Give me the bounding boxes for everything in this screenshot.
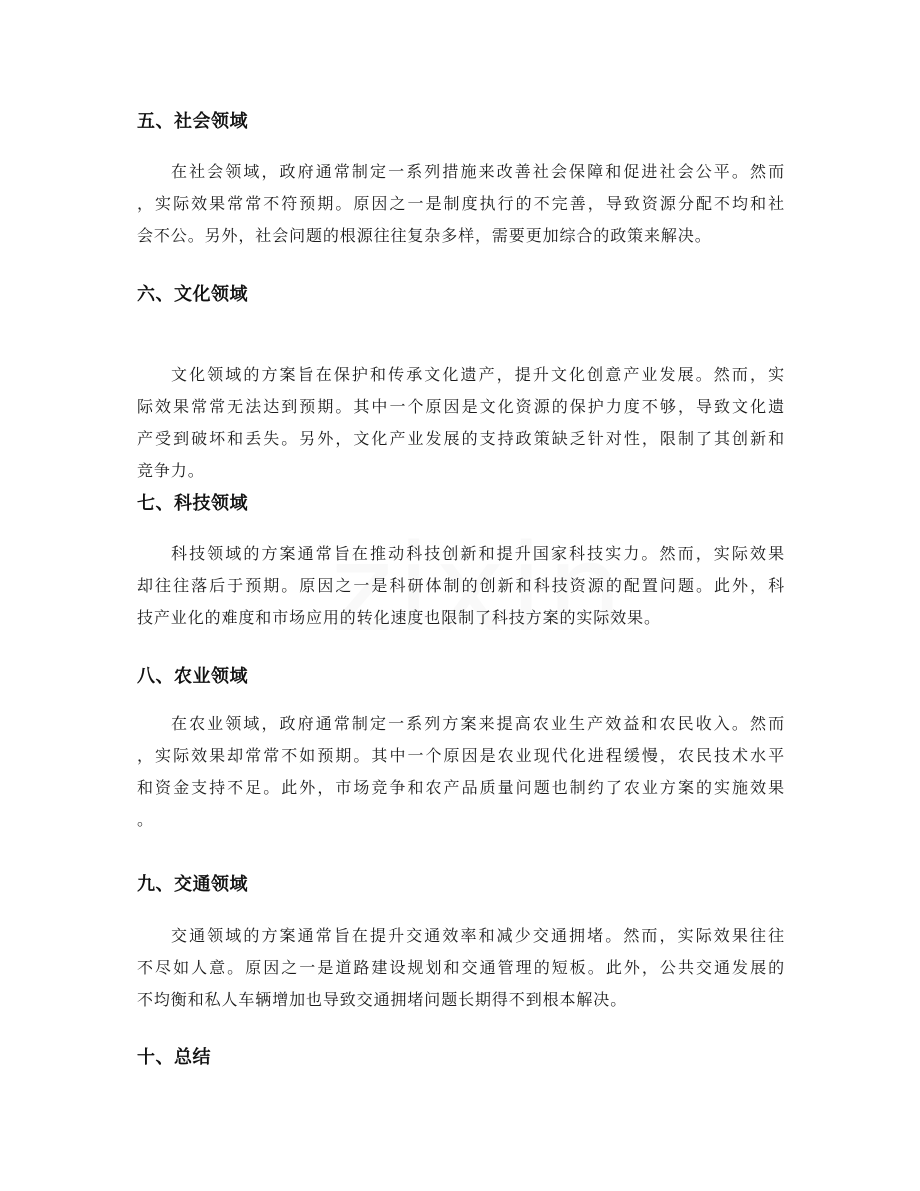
section-heading-agriculture: 八、农业领域 — [137, 666, 248, 687]
section-heading-culture: 六、文化领域 — [137, 284, 248, 305]
paragraph-line: 和资金支持不足。此外，市场竞争和农产品质量问题也制约了农业方案的实施效果 — [137, 778, 785, 797]
paragraph-line: 会不公。另外，社会问题的根源往往复杂多样，需要更加综合的政策来解决。 — [137, 226, 712, 245]
section-paragraph-culture — [137, 359, 785, 487]
paragraph-line: 际效果常常无法达到预期。其中一个原因是文化资源的保护力度不够，导致文化遗 — [137, 397, 785, 416]
paragraph-line: ，实际效果却常常不如预期。其中一个原因是农业现代化进程缓慢，农民技术水平 — [137, 746, 785, 765]
section-heading-transportation: 九、交通领域 — [137, 874, 248, 895]
paragraph-line: 交通领域的方案通常旨在提升交通效率和减少交通拥堵。然而，实际效果往往 — [171, 926, 785, 945]
section-paragraph-transportation — [137, 920, 785, 1016]
paragraph-line: 产受到破坏和丢失。另外，文化产业发展的支持政策缺乏针对性，限制了其创新和 — [137, 429, 785, 448]
section-paragraph-social — [137, 156, 785, 252]
section-heading-social: 五、社会领域 — [137, 111, 248, 132]
paragraph-line: 科技领域的方案通常旨在推动科技创新和提升国家科技实力。然而，实际效果 — [171, 544, 785, 563]
paragraph-line: 不均衡和私人车辆增加也导致交通拥堵问题长期得不到根本解决。 — [137, 990, 628, 1009]
paragraph-line: 却往往落后于预期。原因之一是科研体制的创新和科技资源的配置问题。此外，科 — [137, 576, 785, 595]
section-paragraph-agriculture — [137, 708, 785, 836]
paragraph-line: 不尽如人意。原因之一是道路建设规划和交通管理的短板。此外，公共交通发展的 — [137, 958, 785, 977]
paragraph-line: 在社会领域，政府通常制定一系列措施来改善社会保障和促进社会公平。然而 — [171, 162, 785, 181]
paragraph-line: 文化领域的方案旨在保护和传承文化遗产，提升文化创意产业发展。然而，实 — [171, 365, 785, 384]
paragraph-line: 在农业领域，政府通常制定一系列方案来提高农业生产效益和农民收入。然而 — [171, 714, 785, 733]
paragraph-line: 竞争力。 — [137, 461, 205, 480]
paragraph-line: ，实际效果常常不符预期。原因之一是制度执行的不完善，导致资源分配不均和社 — [137, 194, 785, 213]
paragraph-line: 。 — [137, 810, 154, 829]
section-paragraph-technology — [137, 538, 785, 634]
paragraph-line: 技产业化的难度和市场应用的转化速度也限制了科技方案的实际效果。 — [137, 608, 661, 627]
section-heading-technology: 七、科技领域 — [137, 493, 248, 514]
section-heading-summary: 十、总结 — [137, 1047, 211, 1068]
